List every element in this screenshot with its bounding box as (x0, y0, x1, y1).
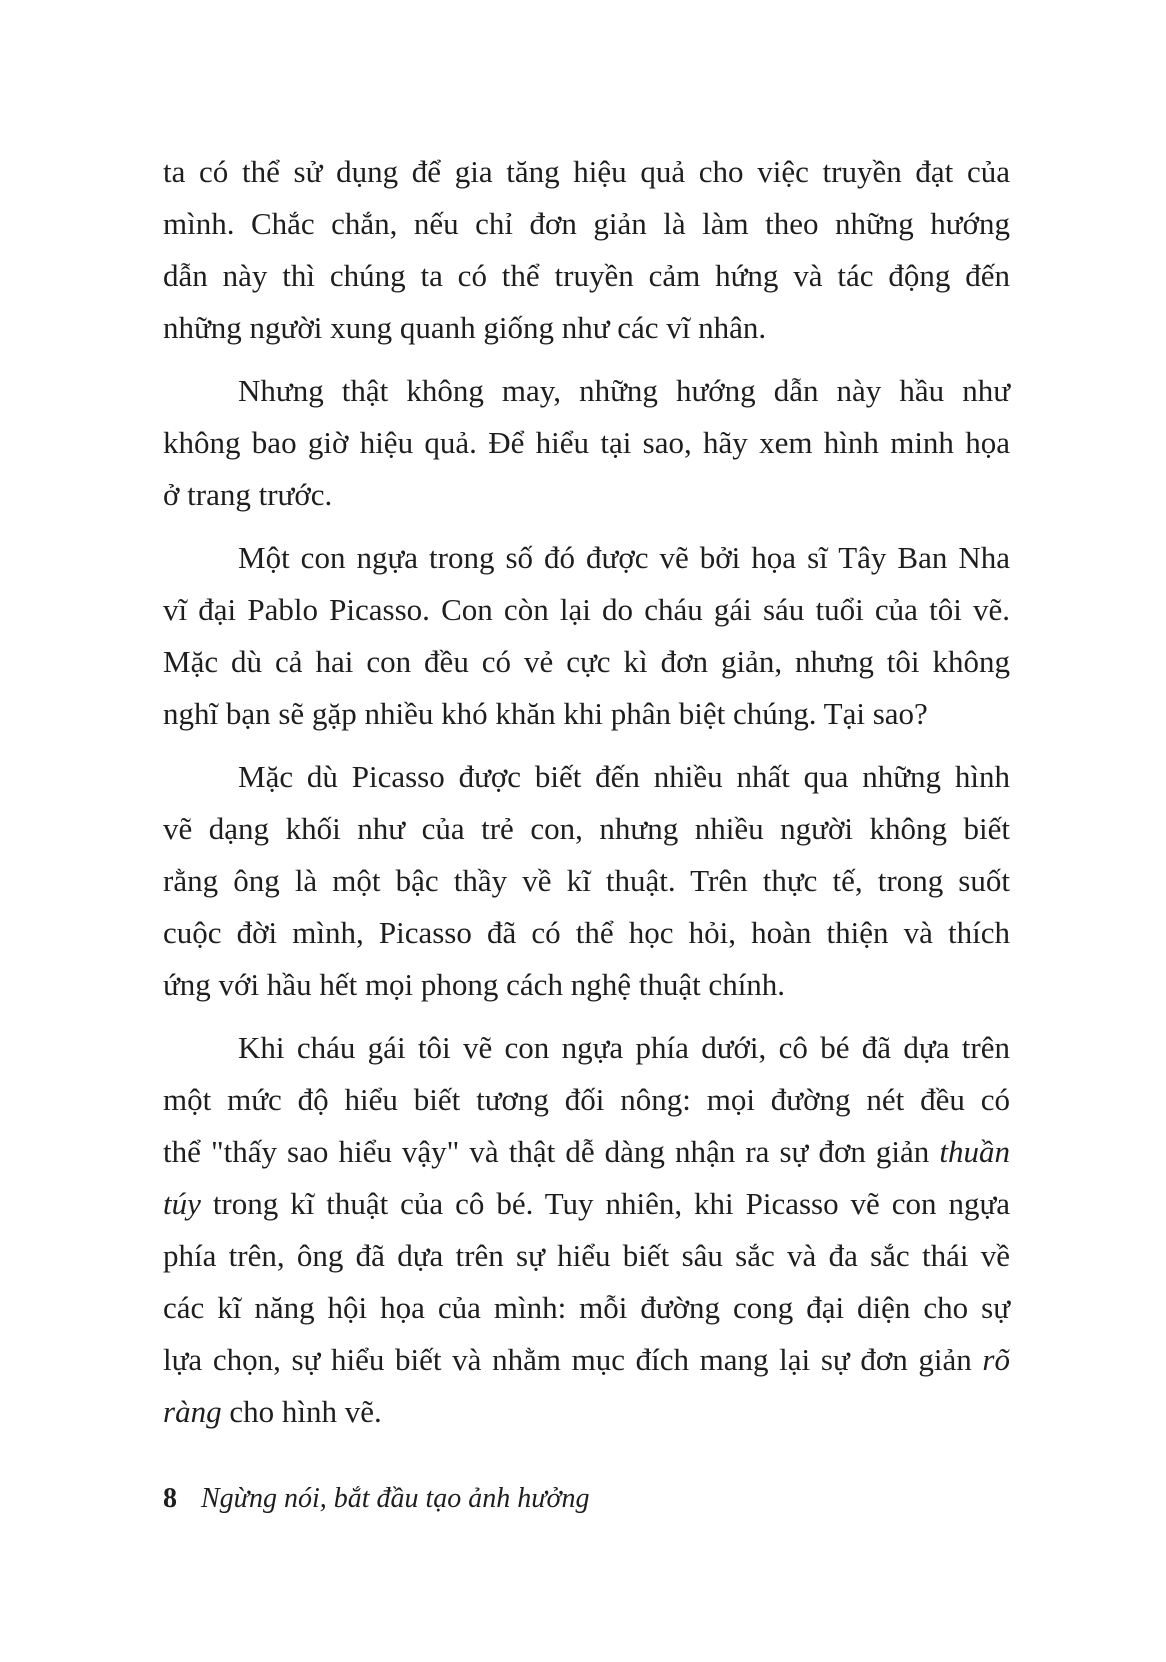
text-run: cuộc đời mình, Picasso đã có thể học hỏi, hoàn thiện và thích (163, 915, 1010, 950)
text-line (163, 1386, 1010, 1438)
paragraph (163, 146, 1010, 354)
text-run: không bao giờ hiệu quả. Để hiểu tại sao, hãy xem hình minh họa (163, 425, 1010, 460)
text-line (163, 146, 1010, 198)
text-line (163, 302, 1010, 354)
running-book-title: Ngừng nói, bắt đầu tạo ảnh hưởng (201, 1483, 590, 1514)
page-number: 8 (163, 1483, 177, 1514)
text-line (163, 417, 1010, 469)
paragraph (163, 1022, 1010, 1438)
text-run: ở trang trước. (163, 477, 333, 512)
text-run: vĩ đại Pablo Picasso. Con còn lại do cháu gái sáu tuổi của tôi vẽ. (163, 592, 1010, 627)
text-run: ứng với hầu hết mọi phong cách nghệ thuật chính. (163, 967, 786, 1002)
text-run: phía trên, ông đã dựa trên sự hiểu biết sâu sắc và đa sắc thái về (163, 1238, 1010, 1273)
text-run: Nhưng thật không may, những hướng dẫn này hầu như (238, 373, 1010, 408)
text-run: Một con ngựa trong số đó được vẽ bởi họa sĩ Tây Ban Nha (238, 540, 1010, 575)
text-line (163, 198, 1010, 250)
text-run: rõ (982, 1342, 1010, 1377)
text-run: Khi cháu gái tôi vẽ con ngựa phía dưới, cô bé đã dựa trên (238, 1030, 1010, 1065)
text-run: cho hình vẽ. (221, 1394, 382, 1429)
text-line (163, 532, 1010, 584)
text-run: Mặc dù cả hai con đều có vẻ cực kì đơn giản, nhưng tôi không (163, 644, 1010, 679)
text-line (163, 469, 1010, 521)
text-line (163, 365, 1010, 417)
text-run: một mức độ hiểu biết tương đối nông: mọi đường nét đều có (163, 1082, 1010, 1117)
text-line (163, 959, 1010, 1011)
text-line (163, 250, 1010, 302)
text-line (163, 1126, 1010, 1178)
text-run: rằng ông là một bậc thầy về kĩ thuật. Trên thực tế, trong suốt (163, 863, 1010, 898)
text-line (163, 1334, 1010, 1386)
page-text (163, 146, 1010, 1438)
text-line (163, 751, 1010, 803)
text-run: lựa chọn, sự hiểu biết và nhằm mục đích mang lại sự đơn giản (163, 1342, 983, 1377)
text-run: trong kĩ thuật của cô bé. Tuy nhiên, khi Picasso vẽ con ngựa (200, 1186, 1010, 1221)
text-line (163, 636, 1010, 688)
text-line (163, 907, 1010, 959)
text-line (163, 1230, 1010, 1282)
text-run: dẫn này thì chúng ta có thể truyền cảm hứng và tác động đến (163, 258, 1010, 293)
text-line (163, 1178, 1010, 1230)
text-line (163, 855, 1010, 907)
text-line (163, 1022, 1010, 1074)
text-run: ta có thể sử dụng để gia tăng hiệu quả cho việc truyền đạt của (163, 154, 1010, 189)
paragraph (163, 751, 1010, 1011)
text-run: những người xung quanh giống như các vĩ nhân. (163, 310, 767, 345)
text-line (163, 584, 1010, 636)
text-run: ràng (163, 1394, 222, 1429)
text-line (163, 1282, 1010, 1334)
text-run: thuần (939, 1134, 1010, 1169)
text-run: vẽ dạng khối như của trẻ con, nhưng nhiều người không biết (163, 811, 1010, 846)
text-line (163, 803, 1010, 855)
paragraph (163, 365, 1010, 521)
text-run: túy (163, 1186, 201, 1221)
page-footer (163, 1478, 590, 1520)
text-line (163, 1074, 1010, 1126)
text-run: mình. Chắc chắn, nếu chỉ đơn giản là làm theo những hướng (163, 206, 1010, 241)
text-run: thể "thấy sao hiểu vậy" và thật dễ dàng nhận ra sự đơn giản (163, 1134, 940, 1169)
text-line (163, 688, 1010, 740)
text-run: các kĩ năng hội họa của mình: mỗi đường cong đại diện cho sự (163, 1290, 1010, 1325)
text-run: nghĩ bạn sẽ gặp nhiều khó khăn khi phân biệt chúng. Tại sao? (163, 696, 928, 731)
paragraph (163, 532, 1010, 740)
text-run: Mặc dù Picasso được biết đến nhiều nhất qua những hình (238, 759, 1010, 794)
